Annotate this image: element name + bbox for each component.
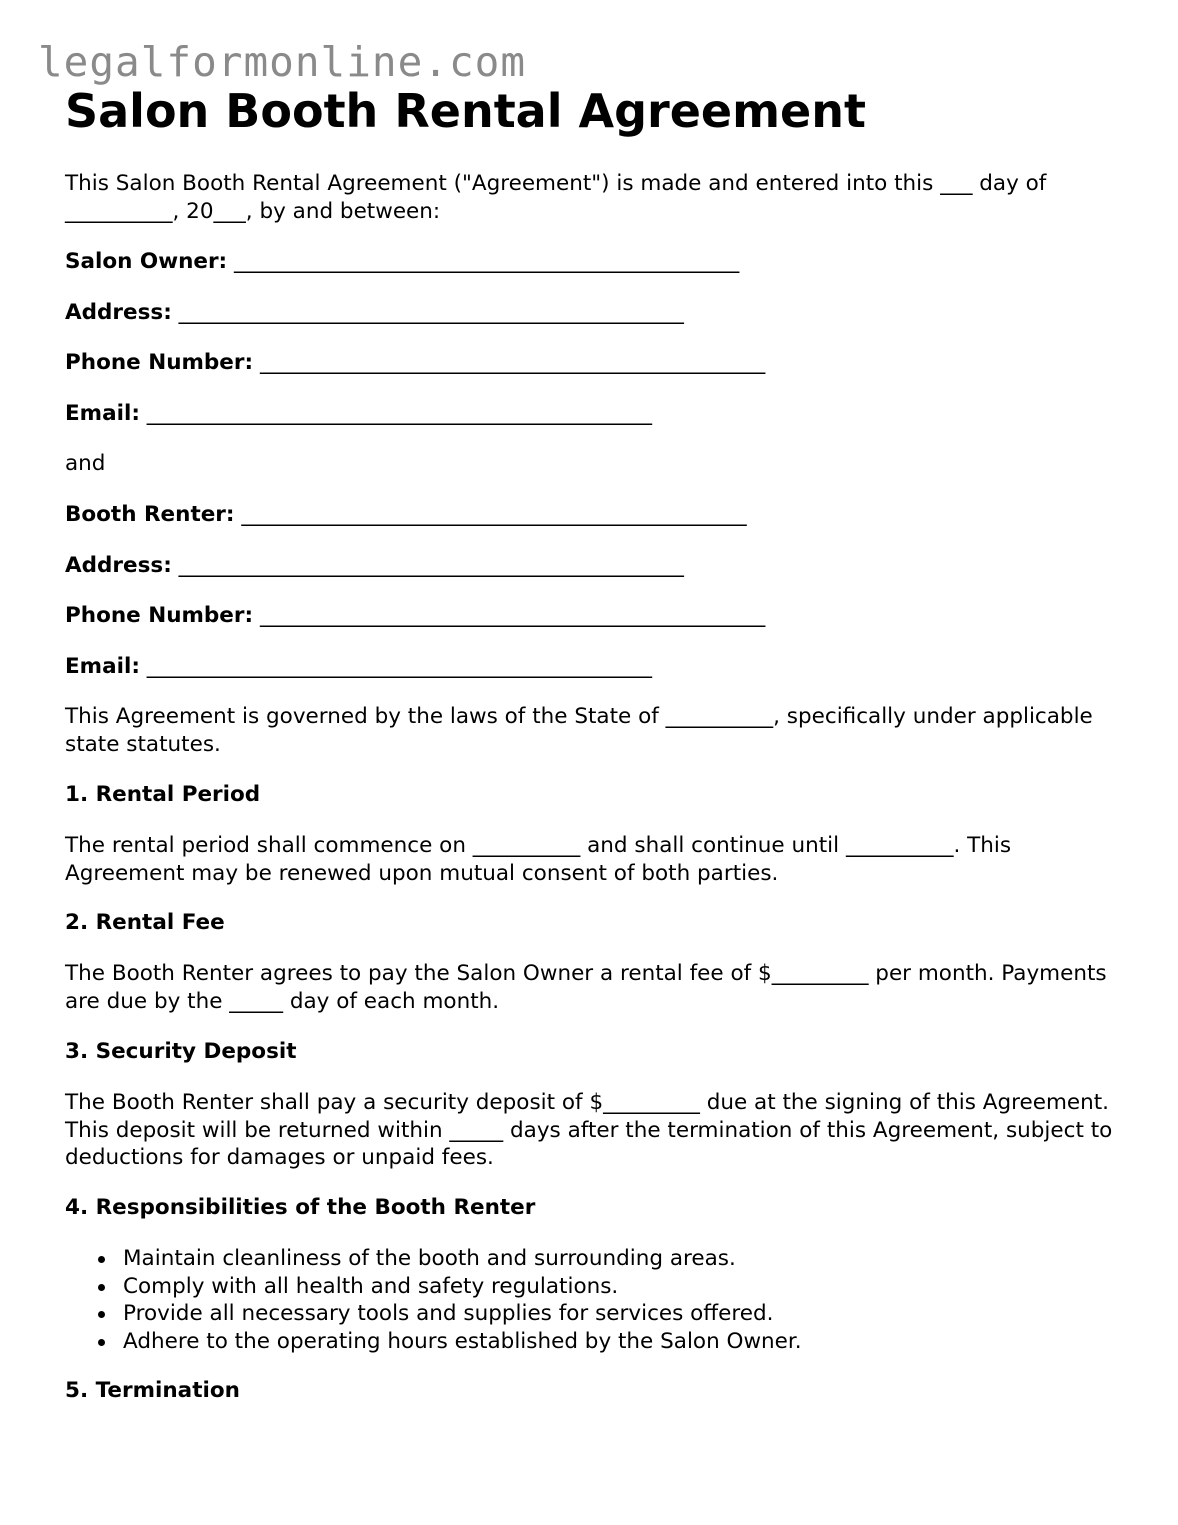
section-security-deposit-text: The Booth Renter shall pay a security deposit of $_________ due at the signing of this Agreement. This deposit will be returned within _____ days after the termination of this Agreement, subject to deductions for damages or unpaid fees.: [65, 1090, 1113, 1170]
salon-owner-address-field: [65, 299, 1125, 327]
and-connector: and: [65, 451, 106, 476]
salon-owner-phone-label: Phone Number:: [65, 350, 254, 375]
section-security-deposit-heading: 3. Security Deposit: [65, 1039, 297, 1064]
section-responsibilities-heading: 4. Responsibilities of the Booth Renter: [65, 1195, 536, 1220]
salon-owner-email-blank: _______________________________________________: [146, 401, 653, 426]
governing-law-paragraph: This Agreement is governed by the laws of the State of __________, specifically under applicable state statutes.: [65, 704, 1093, 757]
booth-renter-name-field: [65, 501, 1125, 529]
salon-owner-phone-blank: _______________________________________________: [259, 350, 766, 375]
intro-paragraph: This Salon Booth Rental Agreement ("Agreement") is made and entered into this ___ day of __________, 20___, by and between:: [65, 171, 1047, 224]
booth-renter-phone-label: Phone Number:: [65, 603, 254, 628]
booth-renter-phone-field: [65, 602, 1125, 630]
booth-renter-email-label: Email:: [65, 654, 140, 679]
salon-owner-name-blank: _______________________________________________: [234, 249, 740, 274]
section-rental-fee-heading: 2. Rental Fee: [65, 910, 225, 935]
salon-owner-name-label: Salon Owner:: [65, 249, 228, 274]
booth-renter-name-blank: _______________________________________________: [241, 502, 747, 527]
watermark-text: legalformonline.com: [38, 38, 526, 86]
section-rental-period-heading: 1. Rental Period: [65, 782, 261, 807]
responsibilities-list: [65, 1245, 1125, 1355]
booth-renter-name-label: Booth Renter:: [65, 502, 235, 527]
booth-renter-email-field: [65, 653, 1125, 681]
booth-renter-email-blank: _______________________________________________: [146, 654, 653, 679]
booth-renter-phone-blank: _______________________________________________: [259, 603, 766, 628]
list-item: Provide all necessary tools and supplies for services offered.: [65, 1300, 1125, 1328]
salon-owner-email-label: Email:: [65, 401, 140, 426]
salon-owner-name-field: [65, 248, 1125, 276]
list-item: Adhere to the operating hours established by the Salon Owner.: [65, 1328, 1125, 1356]
section-termination-heading: 5. Termination: [65, 1378, 240, 1403]
booth-renter-address-label: Address:: [65, 553, 172, 578]
booth-renter-address-field: [65, 552, 1125, 580]
section-rental-fee-text: The Booth Renter agrees to pay the Salon Owner a rental fee of $_________ per month. Payments are due by the _____ day of each month.: [65, 961, 1107, 1014]
salon-owner-address-label: Address:: [65, 300, 172, 325]
booth-renter-address-blank: _______________________________________________: [178, 553, 684, 578]
section-rental-period-text: The rental period shall commence on __________ and shall continue until __________. This Agreement may be renewed upon mutual consent of both parties.: [65, 833, 1012, 886]
list-item: Comply with all health and safety regulations.: [65, 1273, 1125, 1301]
salon-owner-email-field: [65, 400, 1125, 428]
document-title: Salon Booth Rental Agreement: [65, 84, 866, 138]
salon-owner-address-blank: _______________________________________________: [178, 300, 684, 325]
list-item: Maintain cleanliness of the booth and surrounding areas.: [65, 1245, 1125, 1273]
salon-owner-phone-field: [65, 349, 1125, 377]
